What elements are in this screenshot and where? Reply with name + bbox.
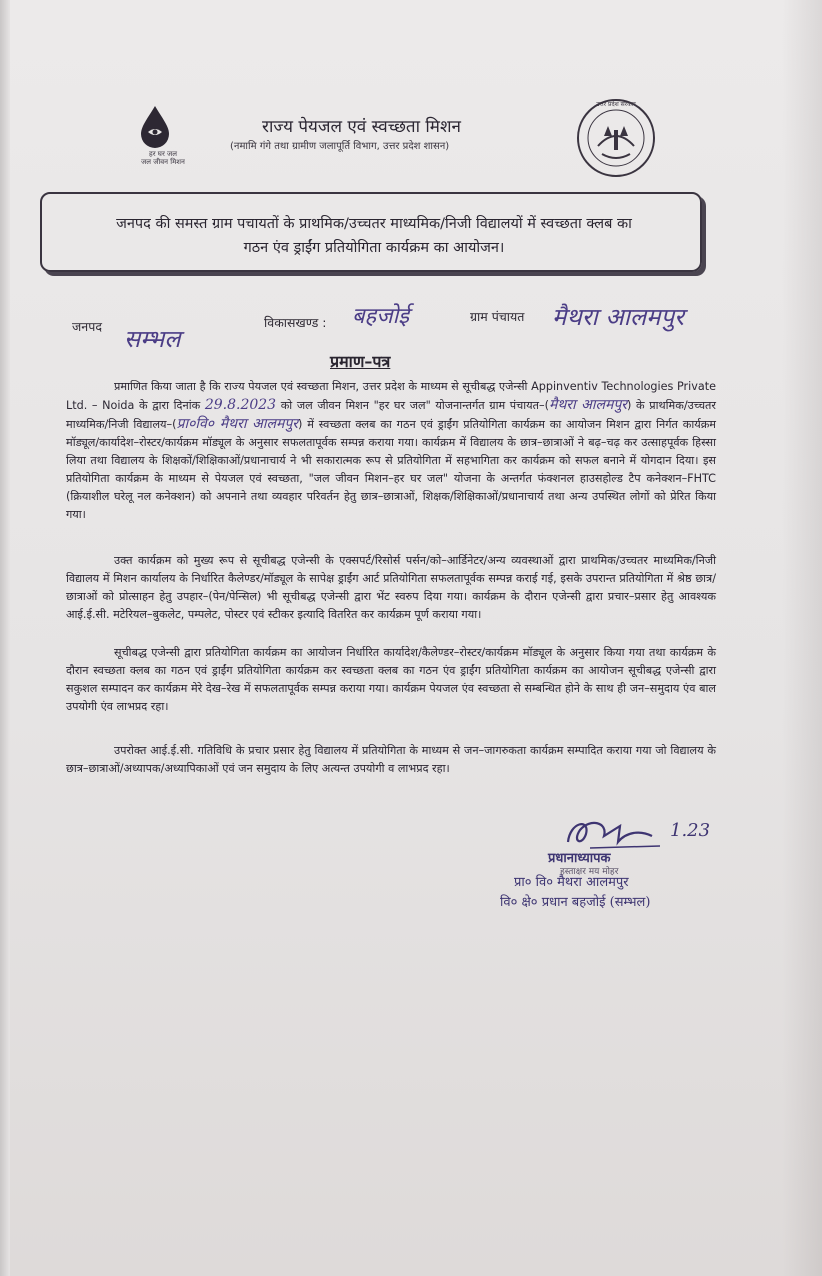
- har-ghar-jal-logo: [128, 104, 188, 176]
- stamp-line-1: प्रधानाध्यापक: [548, 851, 611, 866]
- gram-panchayat-fill: मैथरा आलमपुर: [548, 397, 628, 413]
- paragraph-4: [66, 742, 716, 778]
- vikaskhand-label: विकासखण्ड :: [264, 315, 327, 330]
- paragraph-2: [66, 552, 716, 624]
- p1-part-c: ) के प्राथमिक/उच्चतर माध्यमिक/निजी विद्यालय–(: [66, 399, 716, 431]
- p3-text: सूचीबद्ध एजेन्सी द्वारा प्रतियोगिता कार्यक्रम का आयोजन निर्धारित कार्यादेश/कैलेण्डर–रोस्टर/कार्यक्रम मॉड्यूल के अनुसार किया गया तथा कार्यक्रम के दौरान स्वच्छता क्लब का गठन एवं ड्राईंग प्रतियोगिता कार्यक्रम कर स्वच्छता क्लब का गठन एंव ड्राईंग प्रतियोगिता कार्यक्रम का आयोजन सूचीबद्ध एजेन्सी द्वारा सकुशल सम्पादन कर कार्यक्रम मेरे देख–रेख में सफलतापूर्वक सम्पन्न कराया गया। कार्यक्रम पेयजल एंव स्वच्छता से सम्बन्धित होने के साथ ही जन–समुदाय एंव बाल उपयोगी एंव लाभप्रद रहा।: [66, 646, 716, 713]
- janpad-value: सम्भल: [124, 325, 181, 353]
- p1-part-d: ) में स्वच्छता क्लब का गठन एवं ड्राईंग प्रतियोगिता कार्यक्रम का आयोजन मिशन द्वारा निर्गत कार्यक्रम मॉड्यूल/कार्यादेश–रोस्टर/कार्यक्रम मॉड्यूल के अनुसार सफलतापूर्वक सम्पन्न कराया गया। कार्यक्रम में विद्यालय के छात्र–छात्राओं ने बढ़–चढ़ कर उत्साहपूर्वक हिस्सा लिया तथा विद्यालय के शिक्षकों/शिक्षिकाओं/प्रधानाचार्य ने भी सकारात्मक रूप से प्रतियोगिता में सहभागिता कर कार्यक्रम को सफल बनाने में योगदान दिया। इस प्रतियोगिता कार्यक्रम के माध्यम से पेयजल एवं स्वच्छता, "जल जीवन मिशन–हर घर जल" योजना के अन्तर्गत फंक्शनल हाउसहोल्ड टैप कनेक्शन–FHTC (क्रियाशील घरेलू नल कनेक्शन) को अपनाने तथा व्यवहार परिवर्तन हेतु छात्र–छात्राओं, शिक्षक/शिक्षिकाओं/प्रधानाचार्य तथा अन्य उपस्थित लोगों को प्रेरित किया गया।: [66, 418, 716, 521]
- date-fill: 29.8.2023: [204, 397, 277, 413]
- signature-stamp-area: [500, 812, 760, 922]
- page-edge-shadow: [0, 0, 10, 1276]
- paragraph-3: [66, 644, 716, 716]
- p1-part-a: प्रमाणित किया जाता है कि राज्य पेयजल एवं स्वच्छता मिशन, उत्तर प्रदेश के माध्यम से सूचीबद्ध एजेन्सी Appinventiv Technologies Private Ltd. – Noida के द्वारा दिनांक: [66, 380, 716, 412]
- certificate-title: प्रमाण–पत्र: [330, 352, 391, 371]
- school-fill: प्रा०वि० मैथरा आलमपुर: [176, 416, 299, 432]
- subject-text: [54, 212, 694, 260]
- mission-title: राज्य पेयजल एवं स्वच्छता मिशन: [262, 117, 461, 137]
- page-fold-shadow: [782, 0, 822, 1276]
- gram-panchayat-value: मैथरा आलमपुर: [552, 303, 684, 331]
- logo-caption-2: जल जीवन मिशन: [141, 158, 185, 166]
- mission-subtitle: (नमामि गंगे तथा ग्रामीण जलापूर्ति विभाग, उत्तर प्रदेश शासन): [230, 141, 450, 152]
- subject-line-2: गठन एंव ड्राईंग प्रतियोगिता कार्यक्रम का आयोजन।: [243, 240, 505, 256]
- signature-date: 1.23: [670, 820, 711, 841]
- stamp-line-4: वि० क्षे० प्रधान बहजोई (सम्भल): [500, 895, 651, 910]
- paragraph-1: [66, 378, 716, 524]
- p2-text: उक्त कार्यक्रम को मुख्य रूप से सूचीबद्ध एजेन्सी के एक्सपर्ट/रिसोर्स पर्सन/को–आर्डिनेटर/अन्य व्यवस्थाओं द्वारा प्राथमिक/उच्चतर माध्यमिक/निजी विद्यालय में मिशन कार्यालय के निर्धारित कैलेण्डर/मॉड्यूल के सापेक्ष ड्राईंग आर्ट प्रतियोगिता सफलतापूर्वक सम्पन्न कराई गई, इसके उपरान्त प्रतियोगिता में श्रेष्ठ छात्र/छात्राओं को प्रोत्साहन हेतु उपहार–(पेन/पेन्सिल) भी सूचीबद्ध एजेन्सी द्वारा भेंट स्वरुप दिया गया। कार्यक्रम के दौरान एजेन्सी द्वारा प्रचार–प्रसार हेतु आवश्यक आई.ई.सी. मटेरियल–बुकलेट, पम्पलेट, पोस्टर एवं स्टीकर इत्यादि वितरित कर कार्यक्रम पूर्ण कराया गया।: [66, 554, 716, 621]
- emblem-caption: उत्तर प्रदेश सरकार: [596, 101, 636, 108]
- subject-line-1: जनपद की समस्त ग्राम पचायतों के प्राथमिक/उच्चतर माध्यमिक/निजी विद्यालयों में स्वच्छता क्लब का: [116, 216, 632, 232]
- up-government-emblem-icon: [574, 96, 658, 180]
- gram-panchayat-label: ग्राम पंचायत: [470, 309, 525, 324]
- janpad-label: जनपद: [72, 319, 102, 334]
- p1-part-b: को जल जीवन मिशन "हर घर जल" योजनान्तर्गत ग्राम पंचायत–(: [280, 399, 549, 412]
- stamp-line-3: प्रा० वि० मैथरा आलमपुर: [514, 875, 629, 890]
- p4-text: उपरोक्त आई.ई.सी. गतिविधि के प्रचार प्रसार हेतु विद्यालय में प्रतियोगिता के माध्यम से जन–जागरुकता कार्यक्रम सम्पादित कराया गया जो विद्यालय के छात्र–छात्राओं/अध्यापक/अध्यापिकाओं एवं जन समुदाय के लिए अत्यन्त उपयोगी व लाभप्रद रहा।: [66, 744, 716, 775]
- vikaskhand-value: बहजोई: [352, 304, 410, 329]
- stamp-line-2: हस्ताक्षर मय मोहर: [560, 867, 619, 877]
- water-drop-icon: [138, 104, 172, 148]
- logo-caption: हर घर जल: [149, 150, 177, 158]
